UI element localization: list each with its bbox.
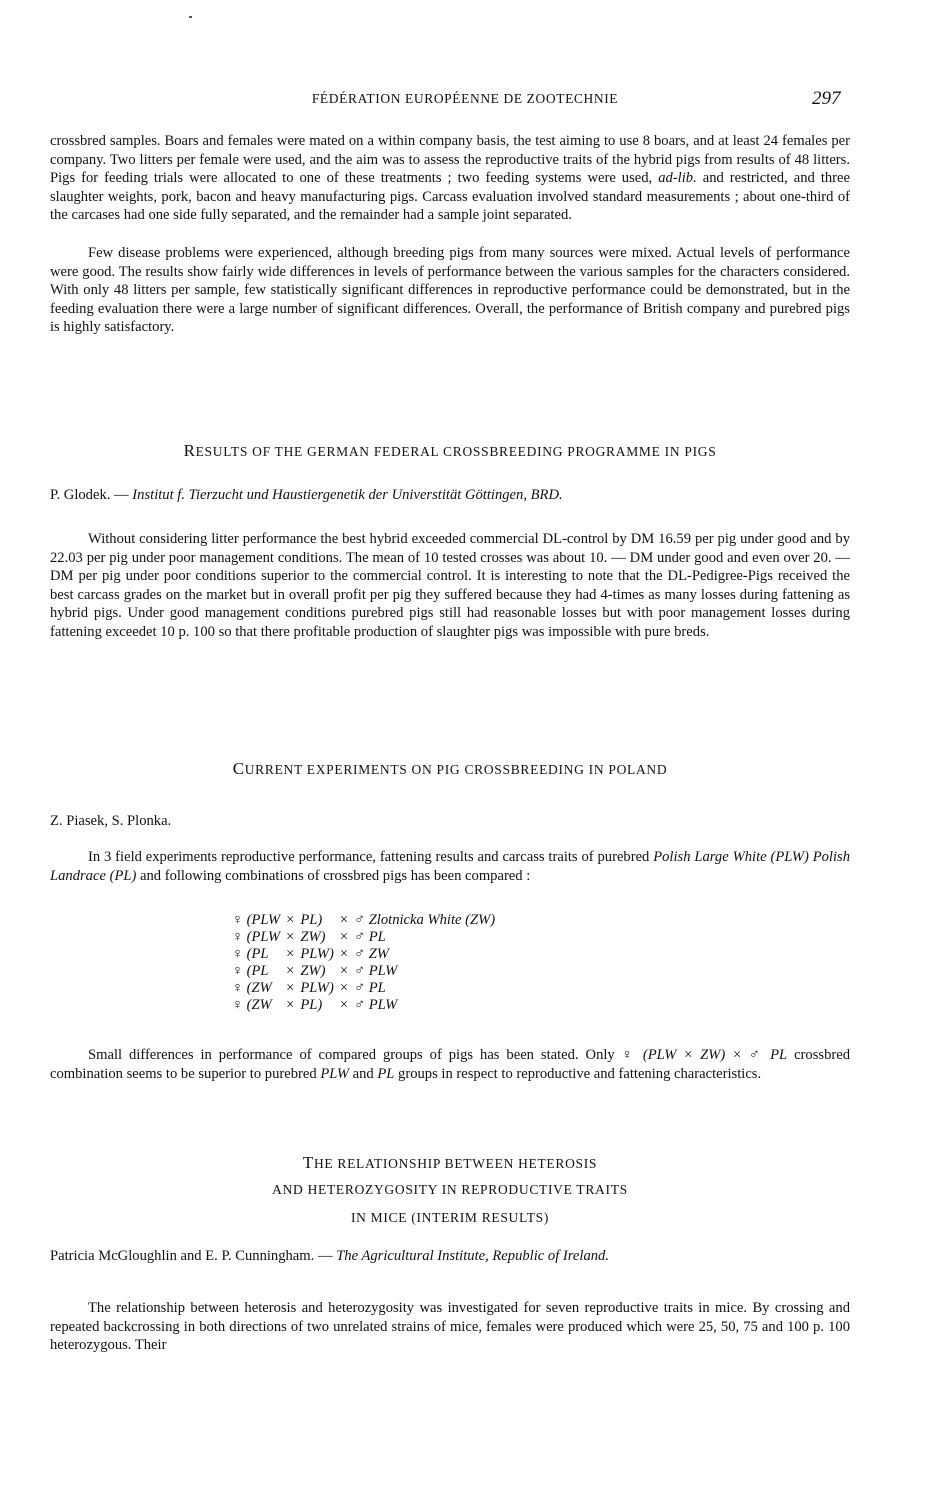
heading-initial: T <box>302 1153 314 1172</box>
dash: — <box>314 1248 337 1264</box>
dam-parent: ♀ (ZW <box>232 980 272 996</box>
dam-parent-2: PL) <box>300 997 323 1013</box>
cross-symbol: × <box>286 946 295 962</box>
dam-parent: ♀ (ZW <box>232 997 272 1013</box>
dam-parent-2: PLW) <box>300 946 334 962</box>
cross-symbol: × <box>339 929 349 945</box>
intro-text-end: and restricted, and three slaughter weights, pork, bacon and heavy manufacturing pigs. Carcass evaluation involved standard measurements ; about one-third of the carcases had one side fully separated, and the remainder had a sample joint separated. <box>50 170 850 224</box>
mice-body: The relationship between heterosis and heterozygosity was investigated for seven reproductive traits in mice. By crossing and repeated backcrossing in both directions of two unrelated strains of mice, females were produced which were 25, 50, 75 and 100 p. 100 heterozygous. Their <box>50 1300 850 1354</box>
cross-symbol: × <box>339 912 349 928</box>
breed-names: Polish Large White (PLW) Polish Landrace (PL) <box>50 849 850 884</box>
intro-text: crossbred samples. Boars and females were mated on a within company basis, the test aiming to use 8 boars, and at least 24 females per company. Two litters per female were used, and the aim was to assess the reproductive traits of the hybrid pigs from results of 48 litters. Pigs for feeding trials were allocated to one of these treatments ; two feeding systems were used, <box>50 133 850 187</box>
conclusion-text: and <box>348 1065 378 1082</box>
cross-row <box>232 963 501 980</box>
cross-symbol: × <box>339 980 349 996</box>
poland-body <box>50 848 850 885</box>
intro-paragraph-2: Few disease problems were experienced, although breeding pigs from many sources were mixed. Actual levels of performance were good. The results show fairly wide differences in levels of performance between the various samples for the characters considered. With only 48 litters per sample, few statistically significant differences in reproductive performance could be demonstrated, but in the feeding evaluation there were a large number of significant differences. Overall, the performance of British company and purebred pigs is highly satisfactory. <box>50 245 850 336</box>
dash: — <box>110 487 133 503</box>
cross-row <box>232 997 501 1014</box>
poland-conclusion <box>50 1046 850 1083</box>
conclusion-text: crossbred combination seems to be superior to purebred <box>50 1047 851 1082</box>
author-names: Patricia McGloughlin and E. P. Cunningham. <box>50 1248 315 1264</box>
sire: ♂ PLW <box>354 997 398 1013</box>
dam-parent: ♀ (PLW <box>232 929 281 945</box>
section-heading-poland <box>50 759 850 779</box>
body-text: In 3 field experiments reproductive performance, fattening results and carcass traits of purebred <box>88 849 654 865</box>
cross-symbol: × <box>339 963 349 979</box>
sire: ♂ PL <box>354 929 386 945</box>
intro-paragraph-1 <box>50 132 850 225</box>
intro-italic: ad-lib. <box>658 170 697 187</box>
heading-rest: URRENT EXPERIMENTS ON PIG CROSSBREEDING IN POLAND <box>244 762 668 777</box>
cross-symbol: × <box>286 980 295 996</box>
sire: ♂ Zlotnicka White (ZW) <box>354 912 496 928</box>
section-heading-mice-line1 <box>50 1153 850 1173</box>
body-text-end: and following combinations of crossbred pigs has been compared : <box>136 867 531 884</box>
sire: ♂ PL <box>354 980 386 996</box>
section-heading-mice-line2: AND HETEROZYGOSITY IN REPRODUCTIVE TRAITS <box>272 1182 628 1197</box>
cross-row <box>232 929 501 946</box>
author-name: P. Glodek. <box>50 487 111 503</box>
dam-parent: ♀ (PL <box>232 946 269 962</box>
cross-row <box>232 980 501 997</box>
cross-row <box>232 912 501 929</box>
dam-parent-2: ZW) <box>300 963 326 979</box>
author-line-german <box>50 486 850 505</box>
breed-abbrev: PLW <box>320 1065 349 1082</box>
dam-parent-2: PLW) <box>300 980 334 996</box>
cross-symbol: × <box>286 997 295 1013</box>
heading-initial: C <box>232 759 245 778</box>
heading-initial: R <box>183 441 196 460</box>
cross-symbol: × <box>286 929 295 945</box>
cross-symbol: × <box>339 997 349 1013</box>
conclusion-text: Small differences in performance of compared groups of pigs has been stated. Only <box>88 1047 622 1063</box>
sire: ♂ ZW <box>354 946 389 962</box>
page-number: 297 <box>812 88 841 109</box>
sire: ♂ PLW <box>354 963 398 979</box>
dam-parent-2: PL) <box>300 912 323 928</box>
conclusion-text: groups in respect to reproductive and fattening characteristics. <box>394 1065 762 1082</box>
breed-abbrev: PL <box>377 1065 395 1082</box>
german-body: Without considering litter performance the best hybrid exceeded commercial DL-control by DM 16.59 per pig under good and by 22.03 per pig under poor management conditions. The mean of 10 tested crosses was about 10. — DM under good and even over 20. — DM per pig under poor conditions superior to the commercial control. It is interesting to note that the DL-Pedigree-Pigs received the best carcass grades on the market but in overall profit per pig they suffered because they had 4-times as many losses during fattening as hybrid pigs. Under good management conditions purebred pigs still had reasonable losses but with poor management losses during fattening exceedet 10 p. 100 so that there profitable production of slaughter pigs was impossible with pure breds. <box>50 531 850 640</box>
running-header: FÉDÉRATION EUROPÉENNE DE ZOOTECHNIE <box>311 91 619 106</box>
cross-symbol: × <box>286 963 295 979</box>
crossbreeding-combinations-table <box>232 912 501 1014</box>
dam-parent: ♀ (PL <box>232 963 269 979</box>
cross-formula: ♀ (PLW × ZW) × ♂ PL <box>621 1047 788 1063</box>
author-line-poland: Z. Piasek, S. Plonka. <box>50 813 172 829</box>
cross-symbol: × <box>339 946 349 962</box>
heading-rest: HE RELATIONSHIP BETWEEN HETEROSIS <box>313 1156 598 1171</box>
dam-parent: ♀ (PLW <box>232 912 281 928</box>
cross-row <box>232 946 501 963</box>
dam-parent-2: ZW) <box>300 929 326 945</box>
heading-rest: ESULTS OF THE GERMAN FEDERAL CROSSBREEDING PROGRAMME IN PIGS <box>195 444 717 459</box>
affiliation: The Agricultural Institute, Republic of Ireland. <box>336 1248 609 1264</box>
author-line-mice <box>50 1247 850 1266</box>
section-heading-german <box>50 441 850 461</box>
affiliation: Institut f. Tierzucht und Haustiergenetik der Universtität Göttingen, BRD. <box>132 487 563 503</box>
cross-symbol: × <box>286 912 295 928</box>
scan-speck <box>189 16 192 18</box>
section-heading-mice-line3: IN MICE (INTERIM RESULTS) <box>350 1210 550 1225</box>
